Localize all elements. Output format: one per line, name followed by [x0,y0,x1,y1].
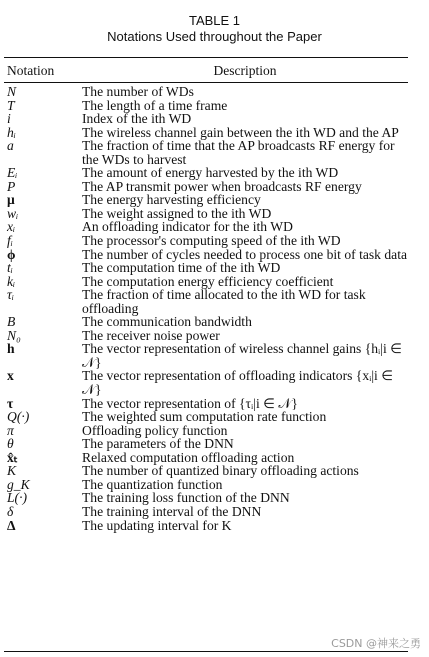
table-label: TABLE 1 [188,13,241,28]
notation-symbol: hᵢ [7,124,16,140]
table-row [0,112,429,126]
notation-description: Relaxed computation offloading action [82,449,295,465]
table-row [0,166,429,180]
notation-description: The training interval of the DNN [82,503,262,519]
table-row [0,126,429,140]
table-row [0,451,429,465]
bottom-rule [4,651,408,652]
notation-description: The training loss function of the DNN [82,490,290,506]
table-row [0,437,429,451]
table-row [0,99,429,113]
header-rule [4,82,408,83]
notation-symbol: θ [7,436,14,452]
notation-symbol: a [7,138,14,154]
notation-description: The vector representation of offloading indicators {xᵢ|i ∈ 𝒩} [82,368,394,398]
notation-description: Index of the ith WD [82,111,192,127]
table-row [0,139,429,166]
notation-description: The weighted sum computation rate function [82,409,327,425]
notation-symbol: tᵢ [7,260,13,276]
notation-symbol: Eᵢ [7,165,18,181]
table-row [0,315,429,329]
table-row [0,397,429,411]
header-description: Description [213,63,277,78]
table-row [0,478,429,492]
table-title: Notations Used throughout the Paper [107,29,322,44]
table-row [0,329,429,343]
table-row [0,248,429,262]
notation-description: The energy harvesting efficiency [82,192,261,208]
table-row [0,410,429,424]
notation-symbol: N [7,84,17,99]
table-row [0,85,429,99]
notation-description: The computation time of the ith WD [82,260,281,276]
notation-description: The parameters of the DNN [82,436,234,452]
table-row [0,342,429,369]
notation-description: The computation energy efficiency coefficient [82,273,334,289]
notation-description: The communication bandwidth [82,314,252,330]
top-rule [4,57,408,58]
notation-symbol: μ [7,192,15,208]
notation-symbol: i [7,111,11,127]
notation-symbol: g_K [7,476,30,492]
table-row [0,519,429,533]
table-row [0,505,429,519]
notation-symbol: h [7,341,15,357]
table-row [0,464,429,478]
table-row [0,207,429,221]
notation-description: The receiver noise power [82,327,220,343]
table-row [0,288,429,315]
notation-symbol: xᵢ [7,219,16,235]
notation-symbol: wᵢ [7,205,19,221]
notation-description: The number of quantized binary offloading actions [82,463,359,479]
notation-symbol: fᵢ [7,233,13,249]
notation-symbol: N₀ [7,327,21,343]
notation-symbol: K [7,463,17,479]
notation-description: The number of cycles needed to process one bit of task data [82,246,408,262]
notation-symbol: x [7,368,14,384]
table-row [0,220,429,234]
notation-symbol: B [7,314,16,330]
notation-description: The updating interval for K [82,517,232,533]
notation-description: The fraction of time that the AP broadcasts RF energy for the WDs to harvest [82,138,395,167]
notation-symbol: Q(·) [7,409,30,425]
notation-symbol: x̂ₜ [7,449,18,465]
notation-symbol: δ [7,503,14,519]
table-row [0,424,429,438]
notation-description: The AP transmit power when broadcasts RF energy [82,178,362,194]
table-row [0,193,429,207]
notation-description: The vector representation of {τᵢ|i ∈ 𝒩} [82,395,298,411]
table-row [0,369,429,396]
watermark: CSDN @神来之勇 [331,637,421,650]
notation-description: The quantization function [82,476,223,492]
table-row [0,261,429,275]
table-row [0,234,429,248]
notation-symbol: P [7,178,16,194]
notation-description: The processor's computing speed of the ith WD [82,233,341,249]
notation-symbol: kᵢ [7,273,16,289]
notation-description: The amount of energy harvested by the ith WD [82,165,339,181]
notation-symbol: π [7,422,14,438]
notation-description: The length of a time frame [82,97,228,113]
notation-description: The number of WDs [82,84,194,99]
notation-description: The wireless channel gain between the ith WD and the AP [82,124,399,140]
notation-symbol: τᵢ [7,287,15,303]
notation-description: The fraction of time allocated to the ith WD for task offloading [82,287,366,316]
notation-description: Offloading policy function [82,422,228,438]
notation-symbol: Δ [7,517,16,533]
header-notation: Notation [7,63,55,78]
table-row [0,491,429,505]
table-row [0,180,429,194]
notation-symbol: τ [7,395,14,411]
notation-description: The vector representation of wireless channel gains {hᵢ|i ∈ 𝒩} [82,341,402,370]
notation-symbol: ϕ [7,246,16,262]
notation-symbol: L(·) [7,490,28,506]
notation-description: The weight assigned to the ith WD [82,205,272,221]
notation-symbol: T [7,97,15,113]
table-body [0,85,429,532]
table-row [0,275,429,289]
notation-description: An offloading indicator for the ith WD [82,219,293,235]
